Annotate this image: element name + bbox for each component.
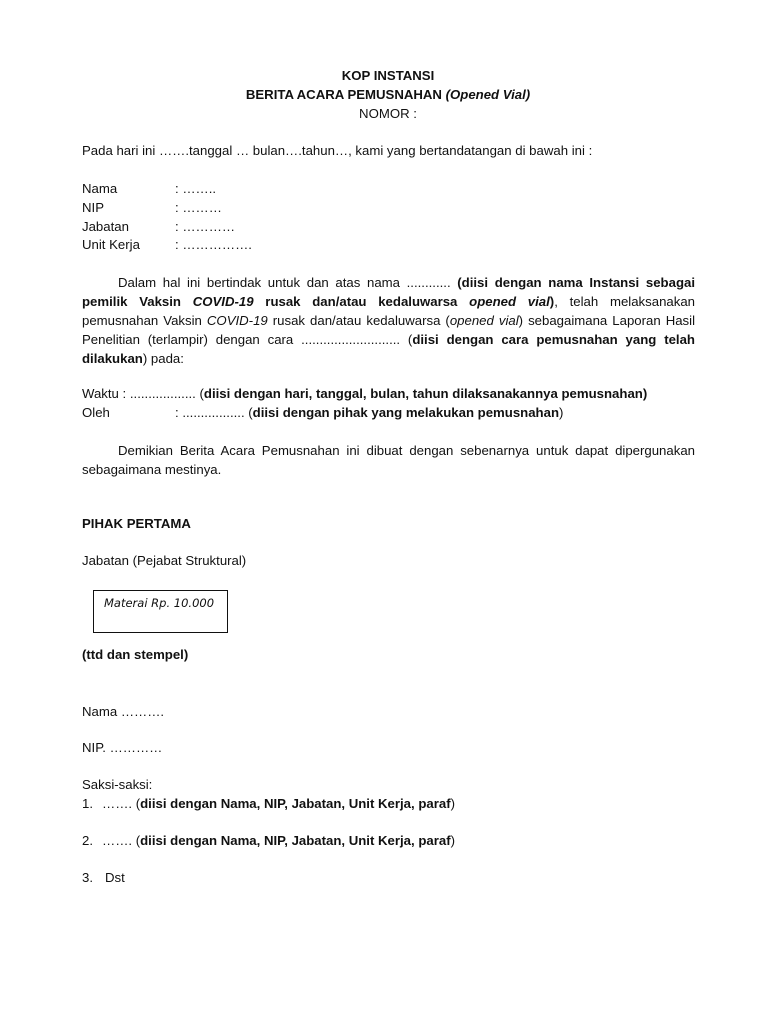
materai-label: Materai Rp. 10.000 bbox=[104, 596, 215, 610]
identity-label: NIP bbox=[82, 200, 104, 215]
text-run: , telah melaksanakan pemusnahan Vaksin bbox=[82, 294, 695, 328]
title-main: BERITA ACARA PEMUSNAHAN bbox=[245, 87, 446, 102]
identity-value: : ……………. bbox=[175, 237, 252, 252]
title-italic: (Opened Vial) bbox=[445, 87, 531, 102]
text-run-bold: diisi dengan cara pemusnahan yang telah dilakukan bbox=[82, 332, 695, 366]
paragraph-main bbox=[82, 273, 695, 368]
waktu-instruction: diisi dengan hari, tanggal, bulan, tahun dilaksanakannya pemusnahan) bbox=[203, 386, 648, 401]
list-number: 1. bbox=[82, 796, 93, 811]
intro-line: Pada hari ini …….tanggal … bulan….tahun…, kami yang bertandatangan di bawah ini : bbox=[82, 143, 593, 158]
list-number: 3. bbox=[82, 870, 93, 885]
text-run: rusak dan/atau kedaluwarsa ( bbox=[267, 313, 450, 328]
oleh-line bbox=[82, 404, 563, 422]
identity-row-jabatan bbox=[82, 218, 235, 236]
materai-box bbox=[93, 590, 228, 633]
kop-instansi: KOP INSTANSI bbox=[341, 68, 435, 83]
identity-label: Jabatan bbox=[82, 219, 129, 234]
list-number: 2. bbox=[82, 833, 93, 848]
identity-row-nip bbox=[82, 199, 222, 217]
identity-value: : ………… bbox=[175, 219, 236, 234]
identity-label: Nama bbox=[82, 181, 118, 196]
saksi-instruction: diisi dengan Nama, NIP, Jabatan, Unit Kerja, paraf bbox=[140, 796, 451, 811]
jabatan-line: Jabatan (Pejabat Struktural) bbox=[82, 553, 247, 568]
saksi-dots: ……. ( bbox=[102, 796, 141, 811]
saksi-dst: Dst bbox=[105, 870, 125, 885]
saksi-item-1 bbox=[82, 795, 455, 813]
identity-value: : ……… bbox=[175, 200, 222, 215]
identity-row-nama bbox=[82, 180, 216, 198]
text-run-bold: ) bbox=[549, 294, 555, 309]
closing-paragraph: Demikian Berita Acara Pemusnahan ini dibuat dengan sebenarnya untuk dapat dipergunakan sebagaimana mestinya. bbox=[82, 443, 695, 477]
nomor-line: NOMOR : bbox=[359, 106, 417, 121]
text-run-bold: rusak dan/atau kedaluwarsa bbox=[253, 294, 470, 309]
text-run: ) sebagaimana Laporan Hasil Penelitian (terlampir) dengan cara ........................... ( bbox=[82, 313, 695, 347]
text-run: ) pada: bbox=[142, 351, 184, 366]
text-run-italic: COVID-19 bbox=[206, 313, 268, 328]
document-title bbox=[0, 86, 768, 104]
waktu-line bbox=[82, 385, 647, 403]
oleh-suffix: ) bbox=[559, 405, 564, 420]
identity-row-unit-kerja bbox=[82, 236, 252, 254]
saksi-close: ) bbox=[450, 796, 455, 811]
text-run-bold-italic: COVID-19 bbox=[192, 294, 254, 309]
ttd-stempel: (ttd dan stempel) bbox=[82, 647, 189, 662]
oleh-instruction: diisi dengan pihak yang melakukan pemusnahan bbox=[252, 405, 559, 420]
text-run-bold-italic: opened vial bbox=[469, 294, 550, 309]
identity-value: : …….. bbox=[175, 181, 217, 196]
pihak-pertama-heading: PIHAK PERTAMA bbox=[82, 516, 191, 531]
text-run-italic: opened vial bbox=[449, 313, 519, 328]
identity-label: Unit Kerja bbox=[82, 237, 140, 252]
saksi-item-3 bbox=[82, 869, 125, 887]
saksi-dots: ……. ( bbox=[102, 833, 141, 848]
oleh-prefix: : ................. ( bbox=[175, 405, 253, 420]
saksi-heading: Saksi-saksi: bbox=[82, 777, 153, 792]
saksi-instruction: diisi dengan Nama, NIP, Jabatan, Unit Kerja, paraf bbox=[140, 833, 451, 848]
nip-signature: NIP. ………… bbox=[82, 740, 163, 755]
saksi-close: ) bbox=[450, 833, 455, 848]
text-run: Dalam hal ini bertindak untuk dan atas nama ............ bbox=[118, 275, 458, 290]
oleh-label: Oleh bbox=[82, 405, 110, 420]
nama-signature: Nama ………. bbox=[82, 704, 165, 719]
text-run-bold: (diisi dengan nama Instansi sebagai pemilik Vaksin bbox=[82, 275, 695, 309]
waktu-prefix: Waktu : .................. ( bbox=[82, 386, 204, 401]
saksi-item-2 bbox=[82, 832, 455, 850]
